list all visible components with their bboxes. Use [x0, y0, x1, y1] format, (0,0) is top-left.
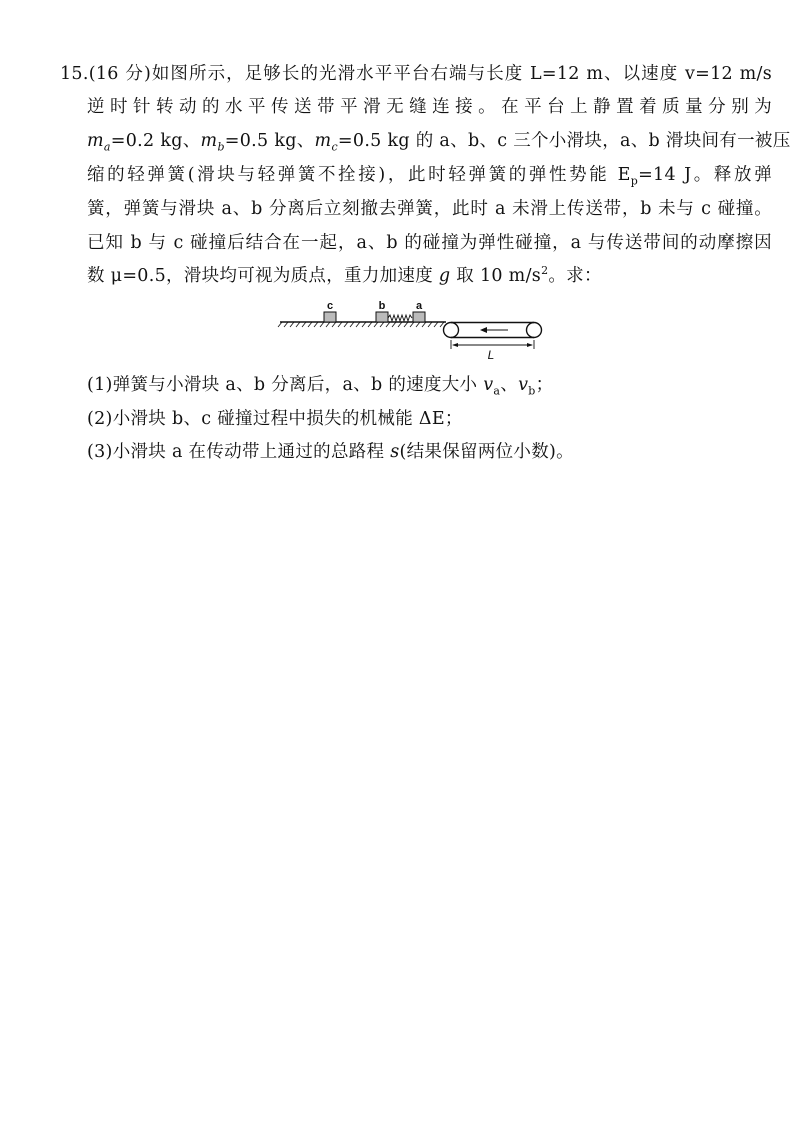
problem-line-5: 簧，弹簧与滑块 a、b 分离后立刻撤去弹簧，此时 a 未滑上传送带，b 未与 c 碰撞。	[87, 199, 772, 219]
block-a	[413, 312, 425, 322]
length-arrow-left	[452, 343, 458, 347]
label-c: c	[326, 300, 334, 312]
label-b: b	[378, 300, 386, 312]
belt-right-roller	[527, 323, 542, 338]
length-arrow-right	[527, 343, 533, 347]
problem-points: (16 分)	[88, 64, 152, 84]
problem-line-2: 逆时针转动的水平传送带平滑无缝连接。在平台上静置着质量分别为	[87, 97, 772, 117]
question-3-text: (3)小滑块 a 在传动带上通过的总路程	[87, 442, 391, 462]
mass-a-value: =0.2 kg、	[110, 131, 201, 151]
problem-line-7	[87, 264, 602, 288]
mass-c-symbol: $m_c$	[314, 131, 338, 154]
question-1-text: (1)弹簧与小滑块 a、b 分离后，a、b 的速度大小	[87, 375, 484, 395]
problem-line-1	[60, 62, 772, 86]
gravity-value: 取 10 m/s	[450, 266, 542, 286]
spring-text: 缩的轻弹簧(滑块与轻弹簧不拴接)，此时轻弹簧的弹性势能 E	[87, 165, 631, 185]
problem-line-4	[87, 163, 772, 187]
block-b	[376, 312, 388, 322]
gravity-exponent: 2	[541, 264, 549, 278]
mass-b-symbol: $m_b$	[200, 131, 225, 154]
compressed-spring	[388, 315, 412, 321]
question-1	[87, 373, 553, 397]
problem-number: 15.	[60, 64, 89, 84]
velocity-separator: 、	[500, 375, 519, 395]
question-2: (2)小滑块 b、c 碰撞过程中损失的机械能 ΔE；	[87, 409, 463, 429]
label-L: L	[487, 348, 495, 362]
label-a: a	[415, 300, 423, 312]
gravity-symbol: g	[438, 266, 451, 286]
velocity-a-symbol: v	[483, 375, 494, 395]
mass-c-value: =0.5 kg 的 a、b、c 三个小滑块，a、b 滑块间有一被压	[337, 131, 791, 151]
energy-subscript: p	[630, 174, 639, 188]
path-symbol: s	[390, 442, 400, 462]
question-1-end: ；	[535, 375, 554, 395]
problem-line-3	[87, 129, 791, 154]
friction-text: 数 μ=0.5，滑块均可视为质点，重力加速度	[87, 266, 439, 286]
energy-value: =14 J。释放弹	[638, 165, 772, 185]
velocity-a-subscript: a	[493, 384, 501, 398]
velocity-b-subscript: b	[528, 384, 536, 398]
belt-left-roller	[444, 323, 459, 338]
physics-diagram	[276, 295, 546, 363]
problem-text-1: 如图所示，足够长的光滑水平平台右端与长度 L=12 m、以速度 v=12 m/s	[151, 64, 772, 84]
problem-ask: 。求：	[548, 266, 602, 286]
mass-a-symbol: $m_a$	[87, 131, 111, 154]
question-3-end: (结果保留两位小数)。	[399, 442, 574, 462]
velocity-b-symbol: v	[518, 375, 529, 395]
belt-arrowhead	[480, 327, 487, 333]
block-c	[324, 312, 336, 322]
problem-line-6: 已知 b 与 c 碰撞后结合在一起，a、b 的碰撞为弹性碰撞，a 与传送带间的动摩擦因	[87, 233, 772, 253]
question-3	[87, 440, 574, 464]
mass-b-value: =0.5 kg、	[224, 131, 315, 151]
